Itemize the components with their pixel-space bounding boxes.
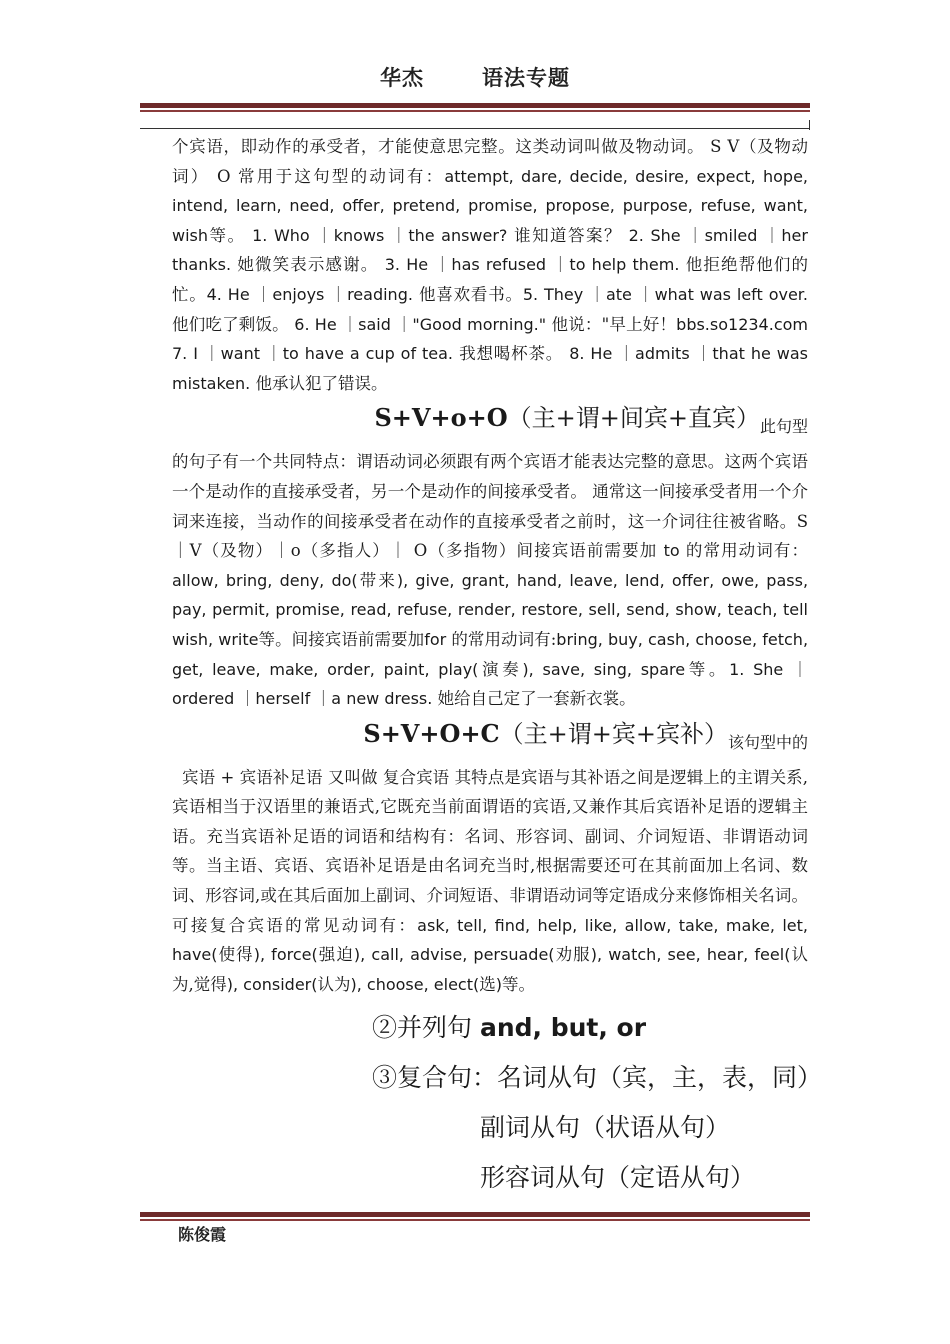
list-item-compound-sentence: ②并列句 and, but, or [372,1013,647,1042]
header-rule-thick [140,103,810,108]
page-content [172,132,808,999]
heading-svoo-tail: 此句型 [759,417,808,437]
list-subitem-adverbial-clause: 副词从句（状语从句） [480,1113,731,1142]
heading-svoo [172,398,808,447]
footer-rule-thick [140,1212,810,1217]
page-header-title [0,62,950,92]
paragraph-svoo: 的句子有一个共同特点：谓语动词必须跟有两个宾语才能表达完整的意思。这两个宾语一个是动作的直接承受者，另一个是动作的间接承受者。 通常这一间接承受者用一个介词来连接，当动作的间接承受者在动作的直接承受者之前时，这一介词往往被省略。S ｜V（及物）｜o（多指人）｜ O（多指物）间接宾语前需要加 to 的常用动词有：allow, bring, deny, do(带来), give, grant, hand, leave, lend, offer, owe, pass, pay, permit, promise, read, refuse, render, restore, sell, send, show, teach, tell wish, write等。间接宾语前需要加for 的常用动词有:bring, buy, cash, choose, fetch, get, leave, make, order, paint, play(演奏), save, sing, spare等。1. She ｜ordered ｜herself ｜a new dress. 她给自己定了一套新衣裳。 [172,452,809,709]
heading-svoc-tail: 该句型中的 [727,732,808,752]
formula-svoo: S+V+o+O [374,403,508,433]
footer-author-name: 陈俊霞 [178,1225,227,1244]
content-top-border [140,128,810,129]
content-right-tick [809,120,810,130]
heading-svoc [172,714,808,763]
formula-svoo-gloss: （主+谓+间宾+直宾） [507,404,760,433]
list-subitem-attributive-clause: 形容词从句（定语从句） [480,1163,756,1192]
paragraph-sv-o: 个宾语，即动作的承受者，才能使意思完整。这类动词叫做及物动词。 S V（及物动词） O 常用于这句型的动词有：attempt, dare, decide, desire, expect, hope, intend, learn, need, offer, pretend, promise, propose, purpose, refuse, want, wish等。 1. Who ｜knows ｜the answer? 谁知道答案？ 2. She ｜smiled ｜her thanks. 她微笑表示感谢。 3. He ｜has refused ｜to help them. 他拒绝帮他们的忙。4. He ｜enjoys ｜reading. 他喜欢看书。5. They ｜ate ｜what was left over. 他们吃了剩饭。 6. He ｜said ｜"Good morning." 他说："早上好！bbs.so1234.com 7. I ｜want ｜to have a cup of tea. 我想喝杯茶。 8. He ｜admits ｜that he was mistaken. 他承认犯了错误。 [172,137,808,393]
header-left-label: 华杰 [380,66,424,90]
formula-svoc: S+V+O+C [363,718,500,748]
list-item-complex-sentence: ③复合句：名词从句（宾，主，表，同） [372,1063,823,1092]
formula-svoc-gloss: （主+谓+宾+宾补） [499,719,728,748]
header-rule-thin [140,110,810,112]
header-right-label: 语法专题 [482,66,570,90]
sentence-type-list [372,1003,823,1203]
paragraph-svoc: 宾语 + 宾语补足语 又叫做 复合宾语 其特点是宾语与其补语之间是逻辑上的主谓关系,宾语相当于汉语里的兼语式,它既充当前面谓语的宾语,又兼作其后宾语补足语的逻辑主语。充当宾语补足语的词语和结构有：名词、形容词、副词、介词短语、非谓语动词等。当主语、宾语、宾语补足语是由名词充当时,根据需要还可在其前面加上名词、数词、形容词,或在其后面加上副词、介词短语、非谓语动词等定语成分来修饰相关名词。可接复合宾语的常见动词有：ask, tell, find, help, like, allow, take, make, let, have(使得), force(强迫), call, advise, persuade(劝服), watch, see, hear, feel(认为,觉得), consider(认为), choose, elect(选)等。 [172,767,809,994]
footer-rule-thin [140,1219,810,1221]
